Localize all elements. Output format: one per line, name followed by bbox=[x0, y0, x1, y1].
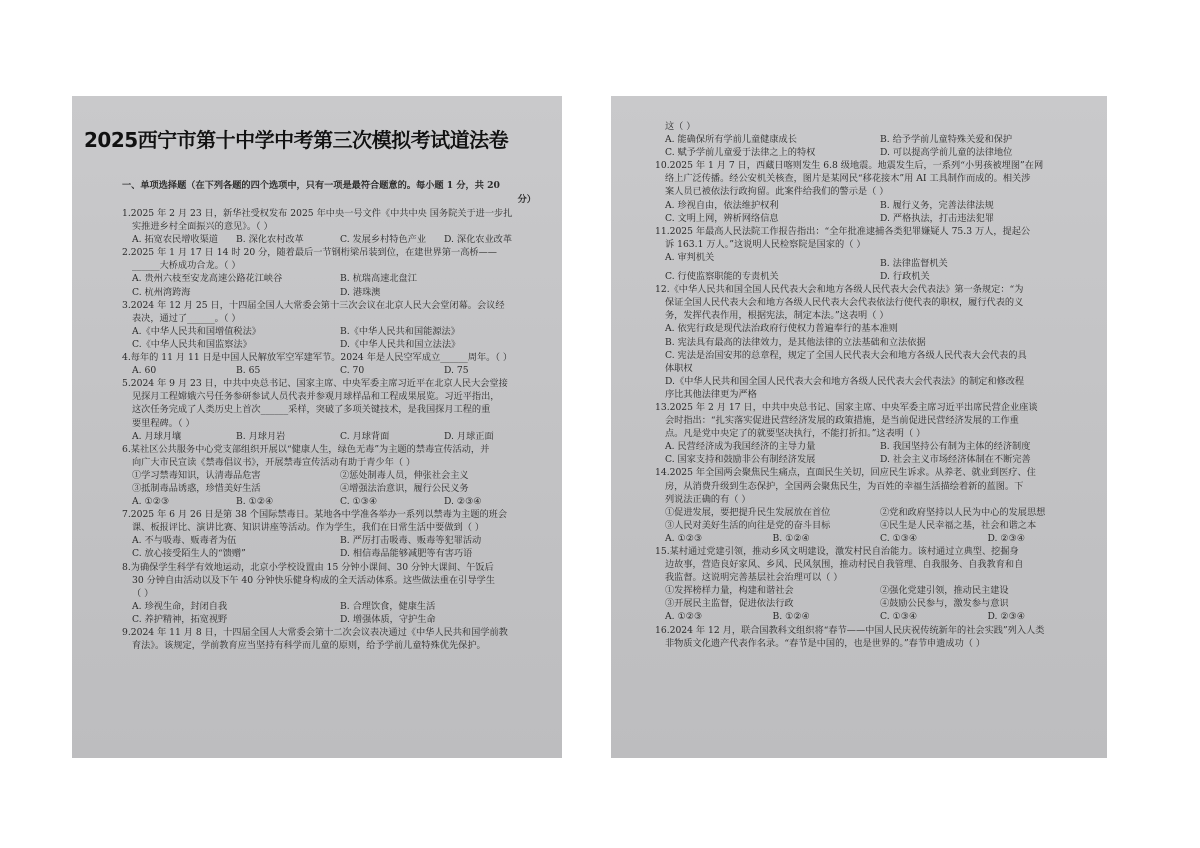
answer-options bbox=[122, 430, 548, 443]
statement-3: ③开展民主监督，促进依法行政 bbox=[665, 598, 794, 610]
answer-options bbox=[655, 199, 1095, 212]
option-b: B. 严厉打击吸毒、贩毒等犯罪活动 bbox=[340, 535, 482, 547]
option-c: C. 养护精神，拓宽视野 bbox=[132, 613, 228, 625]
statement-options bbox=[122, 482, 548, 495]
option-d: D. 相信毒品能够减肥等有害巧语 bbox=[340, 548, 473, 560]
option-c: C. 发展乡村特色产业 bbox=[340, 234, 427, 246]
question-9 bbox=[122, 626, 548, 652]
answer-options bbox=[122, 286, 548, 299]
statement-4: ④鼓励公民参与，激发参与意识 bbox=[880, 598, 1009, 610]
statement-1: ①学习禁毒知识，认清毒品危害 bbox=[132, 469, 261, 481]
question-11 bbox=[655, 225, 1095, 283]
question-text: 房，从消费升级到生态保护，全国两会聚焦民生，为百姓的幸福生活描绘着新的蓝图。下 bbox=[665, 480, 1024, 492]
option-a: A. 拓宽农民增收渠道 bbox=[132, 234, 218, 246]
statement-1: ①促进发展，要把提升民生发展放在首位 bbox=[665, 506, 831, 518]
question-text: 11.2025 年最高人民法院工作报告指出：“全年批准逮捕各类犯罪嫌疑人 75.3 万人，提起公 bbox=[655, 225, 1031, 237]
option-b: B. 月球月岩 bbox=[236, 430, 286, 442]
answer-options bbox=[655, 453, 1095, 466]
question-text: 我监督。这说明完善基层社会治理可以（ ） bbox=[665, 572, 843, 584]
answer-options bbox=[655, 251, 1095, 270]
option-c: C. ①③④ bbox=[880, 532, 918, 544]
option-d: D. 严格执法，打击违法犯罪 bbox=[880, 212, 994, 224]
question-text: 10.2025 年 1 月 7 日，西藏日喀则发生 6.8 级地震。地震发生后，一系列“小男孩被埋图”在网 bbox=[655, 160, 1044, 172]
option-c: C. ①③④ bbox=[340, 496, 378, 508]
statement-3: ③人民对美好生活的向往是党的奋斗目标 bbox=[665, 519, 831, 531]
option-c: C.《中华人民共和国监察法》 bbox=[132, 338, 252, 350]
statement-options bbox=[655, 506, 1095, 519]
question-text: 列说法正确的有（ ） bbox=[665, 493, 751, 505]
question-8 bbox=[122, 561, 548, 626]
answer-options bbox=[655, 610, 1095, 623]
question-text: 这（ ） bbox=[665, 121, 696, 132]
answer-options bbox=[122, 613, 548, 626]
option-a: A. 不与吸毒、贩毒者为伍 bbox=[132, 535, 237, 547]
question-2 bbox=[122, 246, 548, 298]
question-1 bbox=[122, 207, 548, 246]
question-text: 12.《中华人民共和国全国人民代表大会和地方各级人民代表大会代表法》第一条规定：“为 bbox=[655, 284, 1024, 296]
answer-options bbox=[655, 440, 1095, 453]
option-b: B. 宪法具有最高的法律效力，是其他法律的立法基础和立法依据 bbox=[665, 336, 926, 348]
question-text: 育法》。该规定，学前教育应当坚持有科学而儿童的原则，给予学前儿童特殊优先保护。 bbox=[132, 640, 486, 652]
answer-options bbox=[122, 272, 548, 285]
question-15 bbox=[655, 545, 1095, 624]
section-heading-line-1: 一、单项选择题（在下列各题的四个选项中，只有一项是最符合题意的。每小题 1 分，共 20 bbox=[122, 180, 500, 191]
statement-options bbox=[655, 519, 1095, 532]
question-text: 8.为确保学生科学有效地运动，北京小学校设置由 15 分钟小课间、30 分钟大课间、午饭后 bbox=[122, 561, 494, 573]
option-d: D. 增强体质，守护生命 bbox=[340, 613, 436, 625]
question-text: 16.2024 年 12 月，联合国教科文组织将“春节——中国人民庆祝传统新年的社会实践”列入人类 bbox=[655, 624, 1045, 636]
statement-4: ④民生是人民幸福之基，社会和谐之本 bbox=[880, 519, 1037, 531]
question-16 bbox=[655, 624, 1095, 650]
question-text: 务，发挥代表作用，根据宪法，制定本法。”这表明（ ） bbox=[665, 310, 889, 322]
question-text: 13.2025 年 2 月 17 日，中共中央总书记、国家主席、中央军委主席习近平出席民营企业座谈 bbox=[655, 401, 1038, 413]
question-text: 4.每年的 11 月 11 日是中国人民解放军空军建军节。2024 年是人民空军成立______周年。（ ） bbox=[122, 352, 513, 364]
option-b: B. 杭瑞高速北盘江 bbox=[340, 273, 417, 285]
question-text: 3.2024 年 12 月 25 日，十四届全国人大常委会第十三次会议在北京人民大会堂闭幕。会议经 bbox=[122, 299, 505, 311]
answer-options bbox=[122, 233, 548, 246]
answer-options bbox=[122, 534, 548, 547]
option-a: A. 审判机关 bbox=[665, 251, 715, 263]
answer-options bbox=[655, 133, 1095, 146]
option-d: D.《中华人民共和国立法法》 bbox=[340, 338, 461, 350]
question-text: 点。凡是党中央定了的就要坚决执行，不能打折扣。”这表明（ ） bbox=[665, 428, 926, 440]
answer-options bbox=[122, 600, 548, 613]
option-a: A.《中华人民共和国增值税法》 bbox=[132, 325, 261, 337]
option-c: C. 文明上网，辨析网络信息 bbox=[665, 212, 779, 224]
option-b: B. ①②④ bbox=[236, 496, 274, 508]
exam-title: 2025西宁市第十中学中考第三次模拟考试道法卷 bbox=[84, 128, 509, 152]
question-text: 要里程碑。（ ） bbox=[132, 417, 195, 429]
option-c: C. 国家支持和鼓励非公有制经济发展 bbox=[665, 454, 816, 466]
option-d: D. ②③④ bbox=[987, 611, 1026, 623]
option-c: C. 杭州湾跨海 bbox=[132, 286, 191, 298]
question-text: 5.2024 年 9 月 23 日，中共中央总书记、国家主席、中央军委主席习近平在北京人民大会堂接 bbox=[122, 378, 508, 390]
answer-options bbox=[122, 364, 548, 377]
statement-options bbox=[655, 584, 1095, 597]
option-d: D.《中华人民共和国全国人民代表大会和地方各级人民代表大会代表法》的制定和修改程 bbox=[665, 375, 1025, 387]
question-7 bbox=[122, 508, 548, 560]
option-d: D. 港珠澳 bbox=[340, 286, 381, 298]
section-heading-line-2: 分） bbox=[517, 194, 536, 205]
question-text: 会时指出：“扎实落实促进民营经济发展的政策措施，是当前促进民营经济发展的工作重 bbox=[665, 415, 1019, 427]
answer-options bbox=[122, 338, 548, 351]
statement-2: ②惩处制毒人员，伸张社会主义 bbox=[340, 469, 469, 481]
option-a: A. 民营经济成为我国经济的主导力量 bbox=[665, 441, 816, 453]
left-page bbox=[72, 96, 562, 758]
option-d: D. 75 bbox=[444, 365, 469, 377]
statement-4: ④增强法治意识，履行公民义务 bbox=[340, 482, 469, 494]
option-b: B. 履行义务，完善法律法规 bbox=[880, 199, 994, 211]
question-text: 实推进乡村全面振兴的意见》。（ ） bbox=[132, 221, 273, 233]
question-text: 表决，通过了______。（ ） bbox=[132, 312, 241, 324]
option-d: D. ②③④ bbox=[444, 496, 482, 508]
option-d: D. 月球正面 bbox=[444, 430, 494, 442]
option-a: A. 贵州六枝至安龙高速公路花江峡谷 bbox=[132, 273, 283, 285]
option-a: A. ①②③ bbox=[665, 532, 703, 544]
option-c: C. 赋予学前儿童爱于法律之上的特权 bbox=[665, 147, 816, 159]
option-b: B. 深化农村改革 bbox=[236, 234, 304, 246]
option-a: A. 60 bbox=[132, 365, 157, 377]
option-d: D. 行政机关 bbox=[880, 271, 930, 283]
option-d: D. ②③④ bbox=[987, 532, 1026, 544]
option-a: A. ①②③ bbox=[665, 611, 703, 623]
option-a: A. 能确保所有学前儿童健康成长 bbox=[665, 134, 797, 146]
option-a: A. 珍视自由，依法维护权利 bbox=[665, 199, 779, 211]
question-14 bbox=[655, 466, 1095, 545]
question-text: 非物质文化遗产代表作名录。“春节是中国的，也是世界的。”春节申遗成功（ ） bbox=[665, 637, 986, 649]
option-b: B. 合理饮食，健康生活 bbox=[340, 600, 436, 612]
right-page bbox=[611, 96, 1107, 758]
question-text: 向广大市民宣读《禁毒倡议书》，开展禁毒宣传活动有助于青少年（ ） bbox=[132, 456, 416, 468]
question-text: 30 分钟自由活动以及下午 40 分钟快乐健身构成的全天活动体系。这些做法重在引导学生 bbox=[132, 574, 495, 586]
statement-1: ①发挥榜样力量，构建和谐社会 bbox=[665, 585, 794, 597]
question-text: 14.2025 年全国两会聚焦民生痛点，直面民生关切，回应民生诉求。从养老、就业到医疗、住 bbox=[655, 467, 1036, 479]
option-d: D. 社会主义市场经济体制在不断完善 bbox=[880, 454, 1031, 466]
option-c: C. ①③④ bbox=[880, 611, 918, 623]
option-d: D. 深化农业改革 bbox=[444, 234, 513, 246]
question-text: （ ） bbox=[132, 587, 154, 599]
question-6 bbox=[122, 443, 548, 508]
option-c: C. 70 bbox=[340, 365, 365, 377]
question-text: 这次任务完成了人类历史上首次______采样，突破了多项关键技术，是我国探月工程的重 bbox=[132, 404, 491, 416]
option-d-continued: 序比其他法律更为严格 bbox=[665, 388, 757, 400]
answer-options bbox=[655, 532, 1095, 545]
question-text: ______大桥成功合龙。（ ） bbox=[132, 260, 241, 272]
option-c: C. 行使监察职能的专责机关 bbox=[665, 271, 779, 283]
question-text: 7.2025 年 6 月 26 日是第 38 个国际禁毒日。某地各中学准各举办一系列以禁毒为主题的班会 bbox=[122, 509, 508, 521]
question-4 bbox=[122, 351, 548, 377]
option-b: B. ①②④ bbox=[772, 611, 810, 623]
option-c: C. 宪法是治国安邦的总章程，规定了全国人民代表大会和地方各级人民代表大会代表的具 bbox=[665, 349, 1027, 361]
option-a: A. 月球月壤 bbox=[132, 430, 182, 442]
question-text: 见探月工程嫦娥六号任务参研参试人员代表并参观月球样品和工程成果展览。习近平指出， bbox=[132, 391, 500, 403]
question-text: 诉 163.1 万人。”这说明人民检察院是国家的（ ） bbox=[665, 238, 866, 250]
statement-options bbox=[655, 597, 1095, 610]
answer-options bbox=[655, 270, 1095, 283]
answer-options bbox=[655, 212, 1095, 225]
question-text: 6.某社区公共服务中心党支部组织开展以“健康人生，绿色无毒”为主题的禁毒宣传活动，并 bbox=[122, 443, 490, 455]
option-b: B. 65 bbox=[236, 365, 261, 377]
question-text: 2.2025 年 1 月 17 日 14 时 20 分，随着最后一节钢桁梁吊装到位，在建世界第一高桥—— bbox=[122, 247, 497, 259]
question-10 bbox=[655, 159, 1095, 224]
option-b: B. 给予学前儿童特殊关爱和保护 bbox=[880, 134, 1013, 146]
option-d: D. 可以提高学前儿童的法律地位 bbox=[880, 147, 1013, 159]
option-b: B. ①②④ bbox=[772, 532, 810, 544]
option-b: B.《中华人民共和国能源法》 bbox=[340, 325, 460, 337]
option-b: B. 法律监督机关 bbox=[880, 257, 948, 269]
question-9-continued bbox=[655, 120, 1095, 159]
question-text: 边故事，营造良好家风、乡风、民风氛围，推动村民自我管理、自我服务、自我教育和自 bbox=[665, 559, 1024, 571]
statement-options bbox=[122, 469, 548, 482]
option-c: C. 放心接受陌生人的“馈赠” bbox=[132, 548, 246, 560]
question-12 bbox=[655, 283, 1095, 401]
answer-options bbox=[655, 146, 1095, 159]
question-5 bbox=[122, 377, 548, 442]
question-3 bbox=[122, 299, 548, 351]
section-heading bbox=[122, 179, 548, 207]
question-text: 案人员已被依法行政拘留。此案件给我们的警示是（ ） bbox=[665, 186, 889, 198]
option-c: C. 月球背面 bbox=[340, 430, 390, 442]
answer-options bbox=[122, 495, 548, 508]
question-13 bbox=[655, 401, 1095, 466]
question-text: 课、板报评比、演讲比赛、知识讲座等活动。作为学生，我们在日常生活中要做到（ ） bbox=[132, 522, 485, 534]
question-text: 保证全国人民代表大会和地方各级人民代表大会代表依法行使代表的职权，履行代表的义 bbox=[665, 297, 1024, 309]
answer-options bbox=[122, 325, 548, 338]
option-a: A. 珍视生命，封闭自我 bbox=[132, 600, 228, 612]
question-text: 1.2025 年 2 月 23 日，新华社受权发布 2025 年中央一号文件《中共中央 国务院关于进一步扎 bbox=[122, 208, 513, 219]
statement-2: ②党和政府坚持以人民为中心的发展思想 bbox=[880, 506, 1046, 518]
option-a: A. 依宪行政是现代法治政府行使权力普遍奉行的基本准则 bbox=[665, 323, 898, 335]
option-a: A. ①②③ bbox=[132, 496, 170, 508]
question-text: 络上广泛传播。经公安机关核查，图片是某网民“移花接木”用 AI 工具制作而成的。相关涉 bbox=[665, 173, 1031, 185]
option-c-continued: 体职权 bbox=[665, 362, 693, 374]
statement-3: ③抵制毒品诱惑，珍惜美好生活 bbox=[132, 482, 261, 494]
question-text: 9.2024 年 11 月 8 日，十四届全国人大常委会第十二次会议表决通过《中华人民共和国学前教 bbox=[122, 627, 508, 638]
option-b: B. 我国坚持公有制为主体的经济制度 bbox=[880, 441, 1031, 453]
statement-2: ②强化党建引领，推动民主建设 bbox=[880, 585, 1009, 597]
question-text: 15.某村通过党建引领，推动乡风文明建设，激发村民自治能力。该村通过立典型、挖掘身 bbox=[655, 546, 1019, 557]
answer-options bbox=[122, 547, 548, 560]
